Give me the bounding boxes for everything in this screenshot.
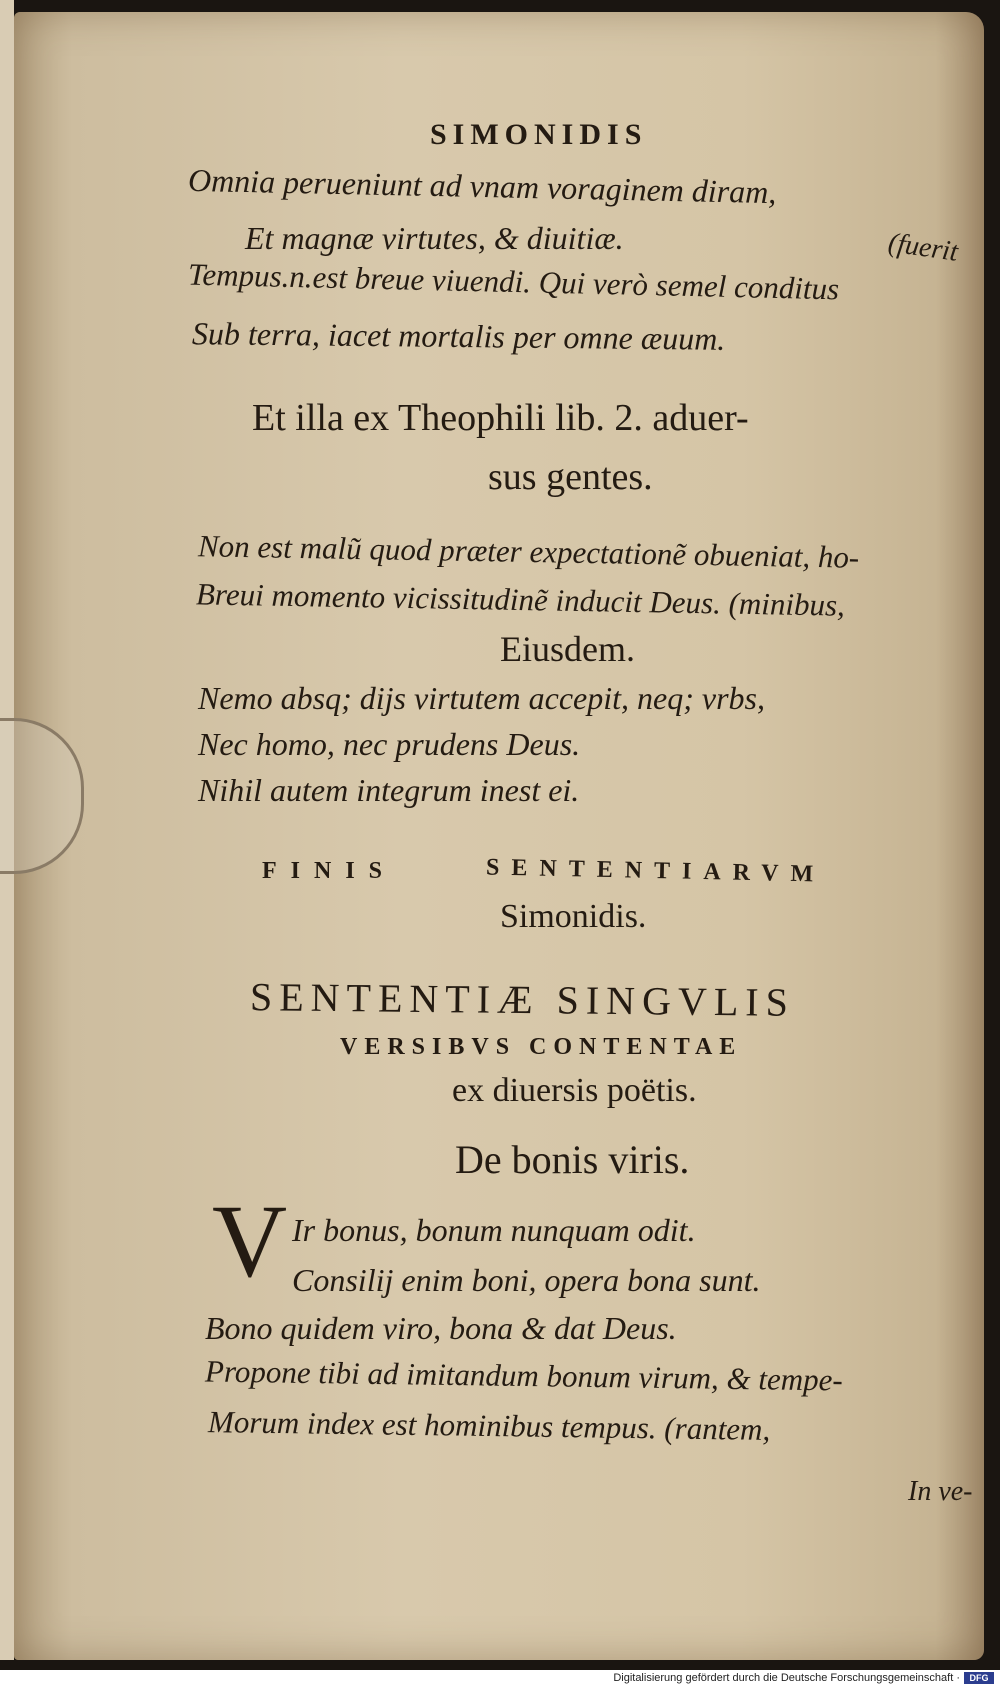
finis-simonidis: Simonidis. [500,898,647,935]
verse-line: Sub terra, iacet mortalis per omne æuum. [191,315,726,357]
dfg-logo-icon: DFG [964,1672,994,1684]
verse-line: Et magnæ virtutes, & diuitiæ. [245,220,624,256]
verse-line: Nec homo, nec prudens Deus. [198,726,581,762]
section-title-line2: VERSIBVS CONTENTAE [340,1034,743,1060]
digitization-credit: Digitalisierung gefördert durch die Deutsche Forschungsgemeinschaft · [613,1672,960,1684]
subheading-de-bonis-viris: De bonis viris. [455,1137,690,1182]
verse-line: Propone tibi ad imitandum bonum virum, & tempe- [204,1353,843,1398]
margin-note: (fuerit [886,227,960,268]
verse-line: Nemo absq; dijs virtutem accepit, neq; vrbs, [198,680,765,716]
verse-line: Ir bonus, bonum nunquam odit. [292,1212,696,1248]
verse-line: Breui momento vicissitudinẽ inducit Deus. (minibus, [195,576,846,623]
catchword: In ve- [908,1476,973,1507]
finis-left: FINIS [262,858,397,884]
heading-theophili-line1: Et illa ex Theophili lib. 2. aduer- [252,397,749,439]
verse-line: Tempus.n.est breue viuendi. Qui verò semel conditus [187,256,840,307]
running-head: SIMONIDIS [430,118,648,151]
heading-eiusdem: Eiusdem. [500,629,635,669]
verse-line: Consilij enim boni, opera bona sunt. [292,1262,761,1298]
verse-line: Nihil autem integrum inest ei. [198,772,580,808]
finis-right: SENTENTIARVM [485,854,826,888]
section-title-line1: SENTENTIÆ SINGVLIS [249,974,796,1025]
footer-bar [0,1670,1000,1687]
verse-line: Non est malũ quod præter expectationẽ obueniat, ho- [197,528,860,575]
drop-cap: V [212,1184,288,1299]
section-title-line3: ex diuersis poëtis. [452,1072,697,1109]
heading-theophili-line2: sus gentes. [488,456,653,498]
verse-line: Morum index est hominibus tempus. (rantem, [207,1404,771,1447]
verse-line: Omnia perueniunt ad vnam voraginem diram, [187,161,777,211]
verse-line: Bono quidem viro, bona & dat Deus. [205,1310,677,1346]
